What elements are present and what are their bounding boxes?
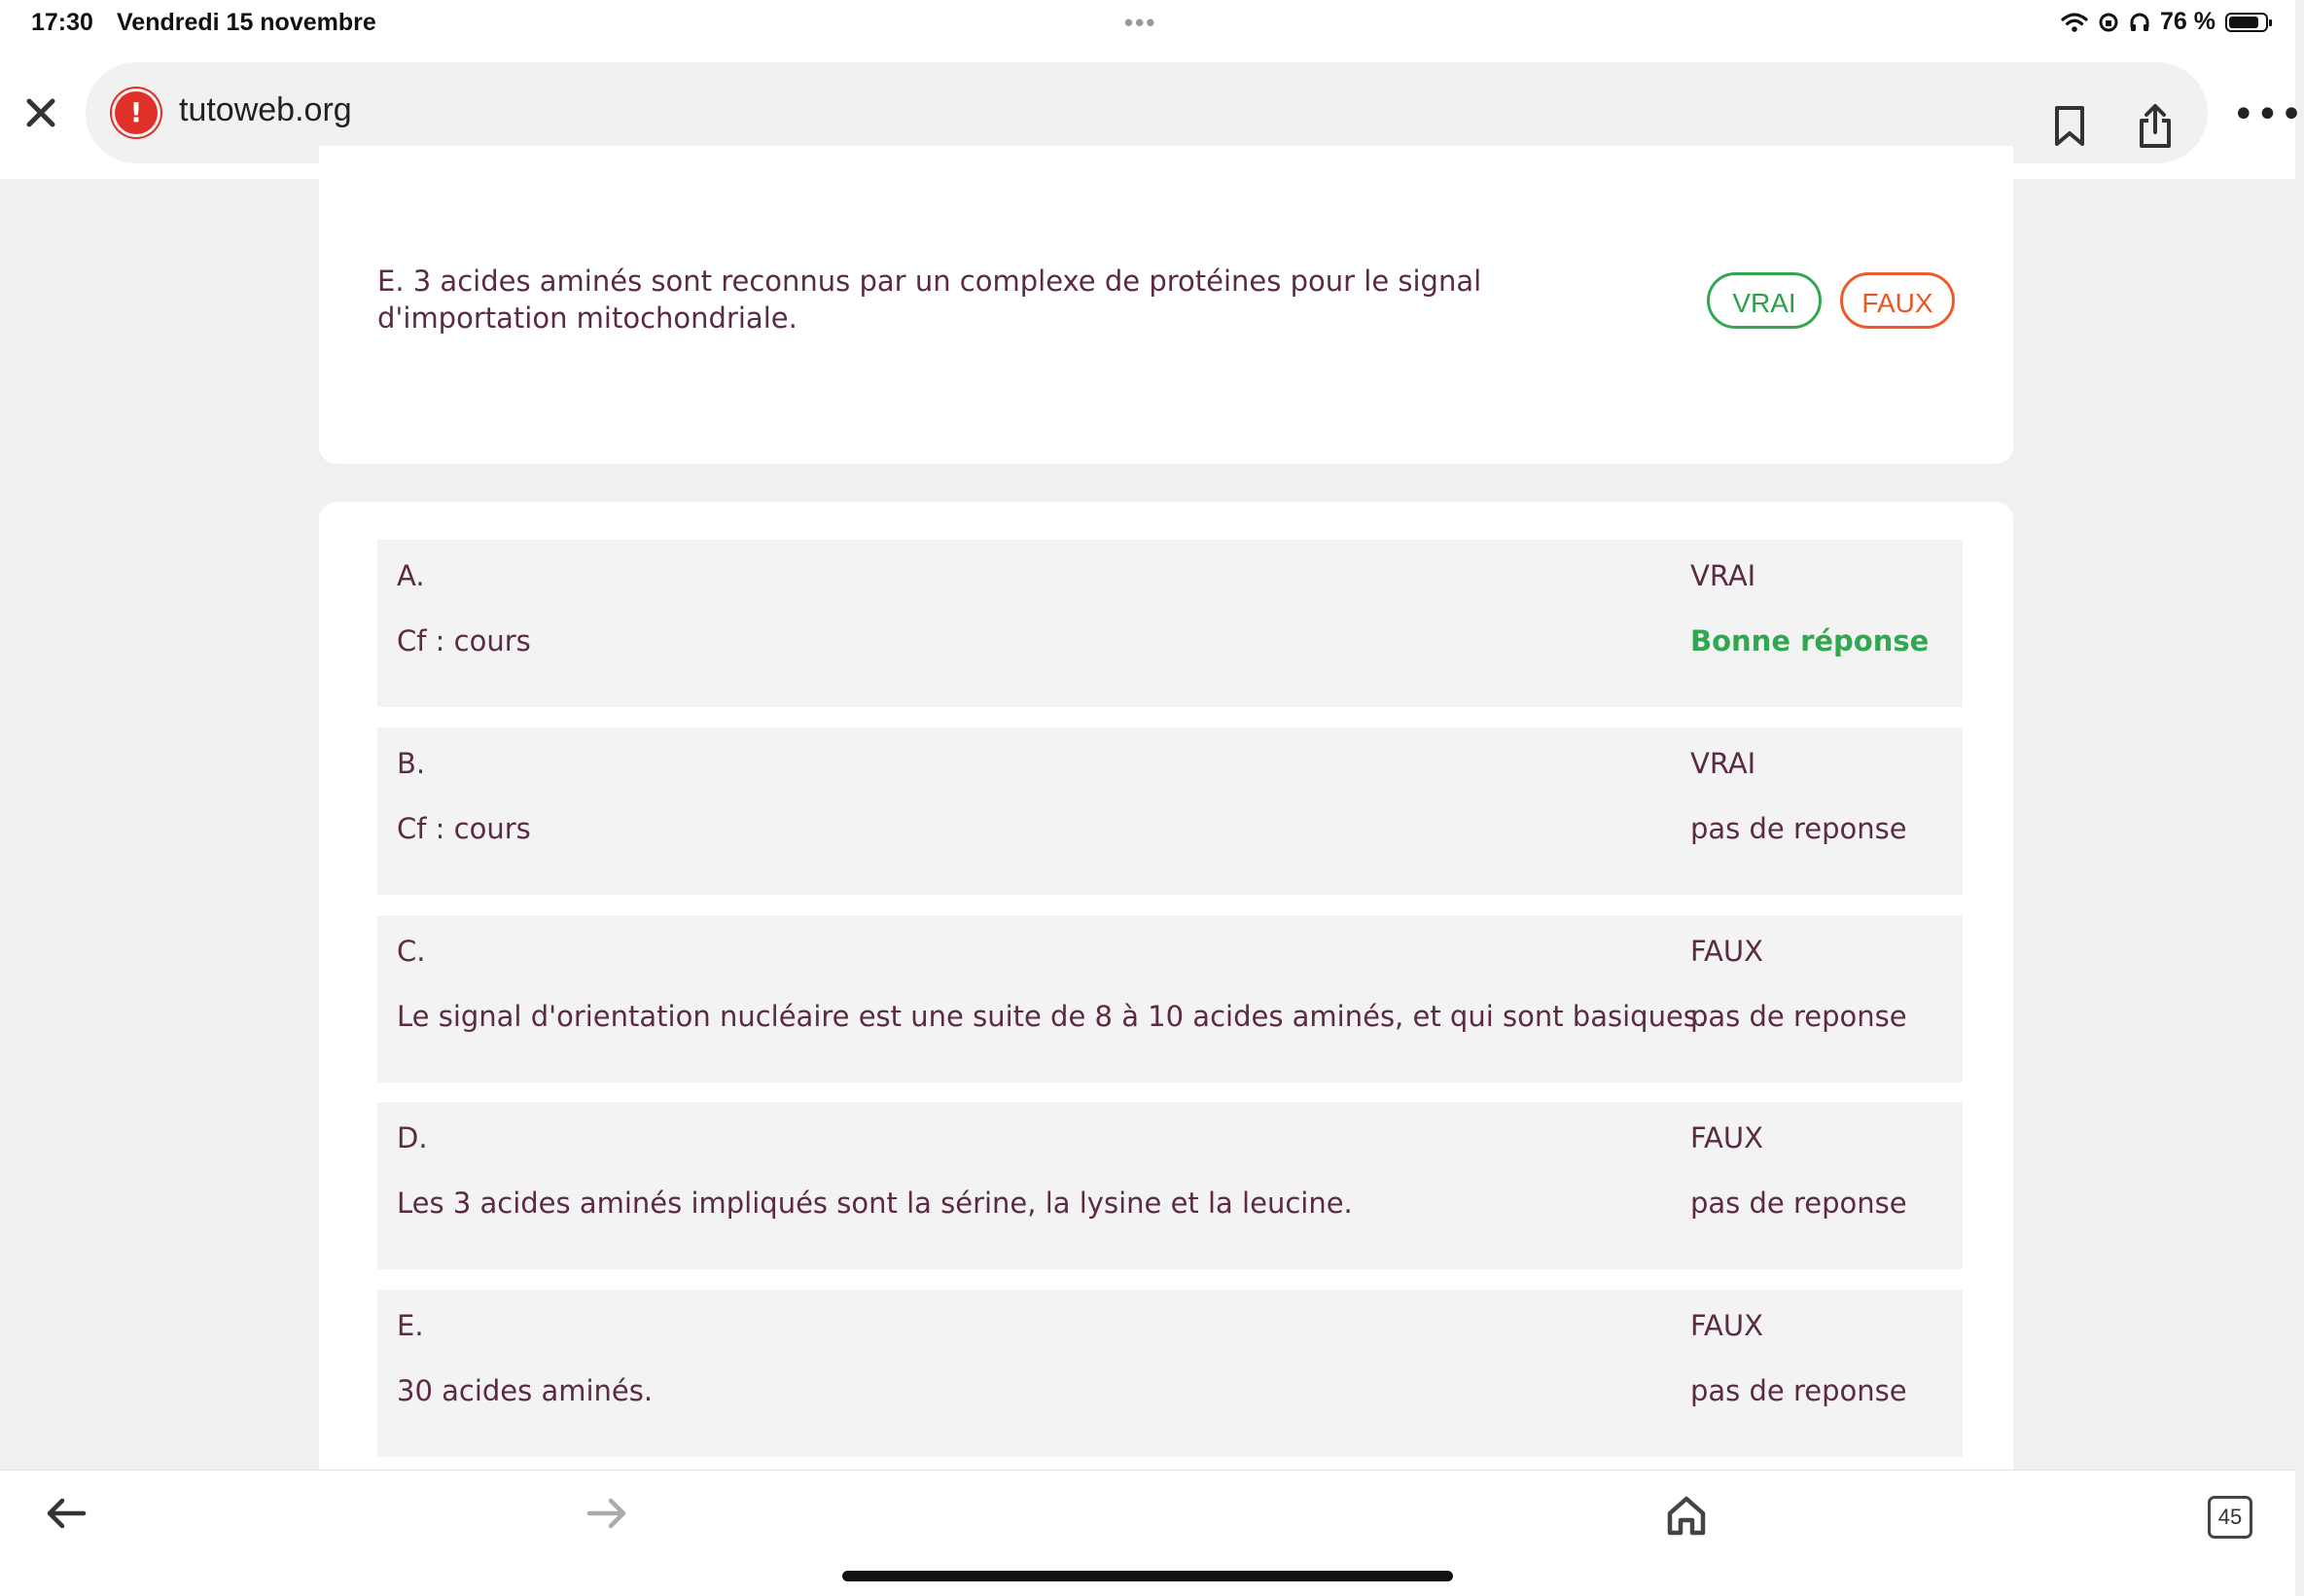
result-explanation: 30 acides aminés.: [397, 1374, 654, 1407]
result-explanation: Le signal d'orientation nucléaire est une suite de 8 à 10 acides aminés, et qui sont basiques.: [397, 1000, 1708, 1033]
result-explanation: Cf : cours: [397, 812, 531, 845]
question-card: [319, 146, 2013, 464]
result-row: [377, 1290, 1963, 1457]
url-domain[interactable]: tutoweb.org: [179, 91, 352, 128]
wifi-icon: [2061, 12, 2088, 33]
bookmark-icon[interactable]: [2052, 105, 2087, 148]
result-row: [377, 540, 1963, 707]
orientation-lock-icon: [2098, 12, 2119, 33]
status-indicators: [2061, 8, 2268, 36]
result-explanation: Cf : cours: [397, 624, 531, 657]
result-status: pas de reponse: [1690, 1000, 1907, 1033]
close-icon[interactable]: [21, 93, 60, 132]
result-row: [377, 727, 1963, 895]
result-answer: VRAI: [1690, 747, 1756, 780]
tabs-icon[interactable]: 45: [2208, 1496, 2252, 1539]
multitasking-dots-icon[interactable]: •••: [1124, 8, 1157, 37]
result-answer: FAUX: [1690, 1121, 1763, 1154]
back-arrow-icon[interactable]: [45, 1494, 88, 1533]
battery-icon: [2225, 13, 2268, 32]
result-letter: B.: [397, 747, 426, 780]
warning-icon[interactable]: !: [115, 91, 158, 134]
home-indicator[interactable]: [842, 1571, 1453, 1581]
battery-percent: 76 %: [2160, 8, 2215, 35]
result-status: pas de reponse: [1690, 1374, 1907, 1407]
forward-arrow-icon[interactable]: [585, 1494, 628, 1533]
result-answer: FAUX: [1690, 1309, 1763, 1342]
headphones-icon: [2129, 12, 2150, 33]
share-icon[interactable]: [2136, 103, 2175, 150]
false-button[interactable]: FAUX: [1840, 272, 1955, 329]
result-status: pas de reponse: [1690, 1187, 1907, 1220]
true-button[interactable]: VRAI: [1707, 272, 1822, 329]
result-row: [377, 915, 1963, 1082]
result-letter: D.: [397, 1121, 428, 1154]
bottom-toolbar: [0, 1470, 2295, 1596]
result-row: [377, 1102, 1963, 1269]
result-answer: FAUX: [1690, 935, 1763, 968]
more-icon[interactable]: •••: [2232, 92, 2304, 137]
result-status: Bonne réponse: [1690, 624, 1930, 657]
question-text: E. 3 acides aminés sont reconnus par un complexe de protéines pour le signal d'importation mitochondriale.: [377, 265, 1482, 335]
result-status: pas de reponse: [1690, 812, 1907, 845]
results-card: [319, 502, 2013, 1474]
result-letter: C.: [397, 935, 426, 968]
status-bar: [0, 0, 2295, 47]
result-answer: VRAI: [1690, 559, 1756, 592]
result-letter: E.: [397, 1309, 424, 1342]
status-time: 17:30: [31, 9, 93, 36]
result-letter: A.: [397, 559, 425, 592]
result-explanation: Les 3 acides aminés impliqués sont la sérine, la lysine et la leucine.: [397, 1187, 1353, 1220]
home-icon[interactable]: [1665, 1494, 1708, 1537]
status-date: Vendredi 15 novembre: [117, 9, 376, 36]
